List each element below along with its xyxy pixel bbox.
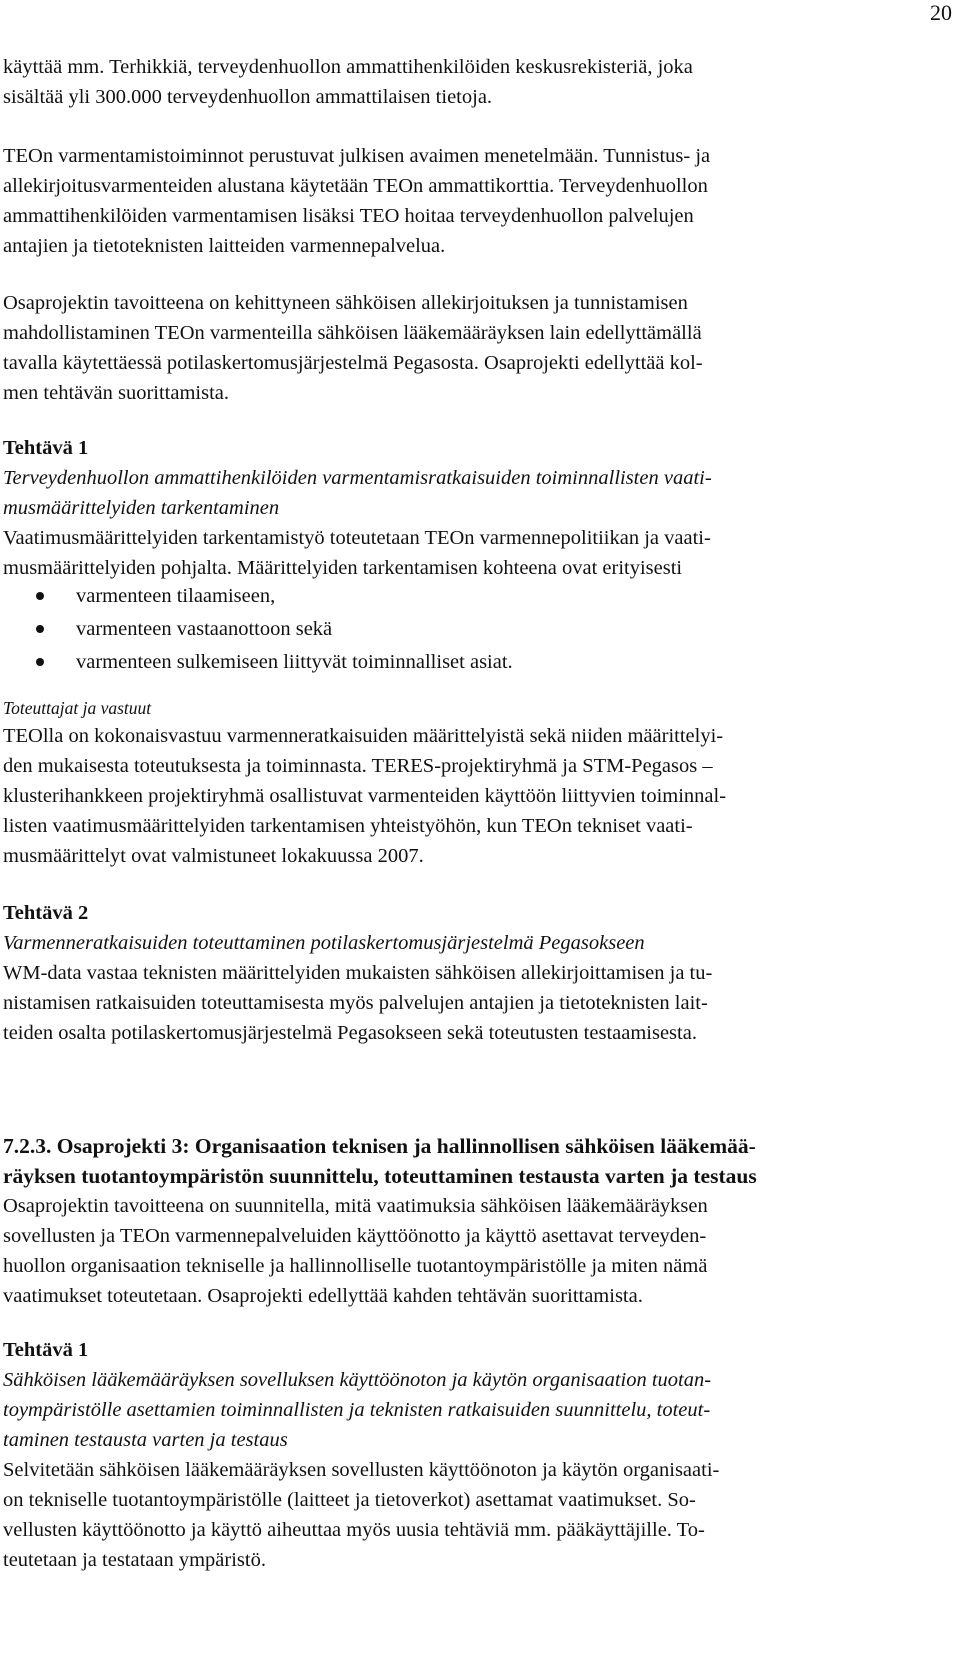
text-line: antajien ja tietoteknisten laitteiden varmennepalvelua. [3, 235, 446, 257]
text-line: Selvitetään sähköisen lääkemääräyksen sovellusten käyttöönoton ja käytön organisaati- [3, 1459, 720, 1481]
bullet-icon [36, 625, 44, 633]
subheading: Toteuttajat ja vastuut [3, 698, 152, 718]
task-3-section [3, 1335, 943, 1575]
task-heading: Tehtävä 1 [3, 437, 89, 459]
text-line: on tekniselle tuotantoympäristölle (laitteet ja tietoverkot) asettamat vaatimukset. So- [3, 1489, 696, 1511]
text-line: musmäärittelyt ovat valmistuneet lokakuussa 2007. [3, 845, 424, 867]
section-heading: räyksen tuotantoympäristön suunnittelu, toteuttaminen testausta varten ja testaus [3, 1164, 757, 1188]
text-line: men tehtävän suorittamista. [3, 382, 230, 404]
text-line: Osaprojektin tavoitteena on kehittyneen sähköisen allekirjoituksen ja tunnistamisen [3, 292, 688, 314]
task-1-section [3, 433, 943, 583]
list-item [3, 646, 943, 679]
text-line: WM-data vastaa teknisten määrittelyiden mukaisten sähköisen allekirjoittamisen ja tu- [3, 962, 713, 984]
task-heading: Tehtävä 2 [3, 902, 89, 924]
text-line: allekirjoitusvarmenteiden alustana käytetään TEOn ammattikorttia. Terveydenhuollon [3, 175, 708, 197]
text-line: sisältää yli 300.000 terveydenhuollon ammattilaisen tietoja. [3, 86, 493, 108]
text-line: musmäärittelyiden pohjalta. Määrittelyiden tarkentamisen kohteena ovat erityisesti [3, 557, 683, 579]
text-line: nistamisen ratkaisuiden toteuttamisesta myös palvelujen antajien ja tietoteknisten lait- [3, 992, 708, 1014]
text-line: sovellusten ja TEOn varmennepalveluiden käyttöönotto ja käyttö asettavat terveyden- [3, 1225, 707, 1247]
text-line: TEOlla on kokonaisvastuu varmenneratkaisuiden määrittelyistä sekä niiden määrittelyi- [3, 725, 724, 747]
task-title-line: taminen testausta varten ja testaus [3, 1429, 288, 1451]
paragraph-intro [3, 52, 943, 112]
bullet-list-wrap [3, 580, 943, 679]
bullet-list [3, 580, 943, 679]
task-title-line: musmäärittelyiden tarkentaminen [3, 497, 280, 519]
task-2-section [3, 898, 943, 1048]
text-line: teiden osalta potilaskertomusjärjestelmä Pegasokseen sekä toteutusten testaamisesta. [3, 1022, 697, 1044]
list-item-text: varmenteen sulkemiseen liittyvät toiminnalliset asiat. [76, 651, 513, 673]
text-line: mahdollistaminen TEOn varmenteilla sähköisen lääkemääräyksen lain edellyttämällä [3, 322, 702, 344]
text-line: tavalla käytettäessä potilaskertomusjärjestelmä Pegasosta. Osaprojekti edellyttää kol- [3, 352, 703, 374]
paragraph-teo [3, 141, 943, 261]
page-number: 20 [930, 0, 952, 25]
list-item-text: varmenteen vastaanottoon sekä [76, 618, 333, 640]
list-item [3, 580, 943, 613]
text-line: den mukaisesta toteutuksesta ja toiminnasta. TERES-projektiryhmä ja STM-Pegasos – [3, 755, 713, 777]
text-line: vaatimukset toteutetaan. Osaprojekti edellyttää kahden tehtävän suorittamista. [3, 1285, 643, 1307]
section-7-2-3 [3, 1131, 943, 1311]
task-heading: Tehtävä 1 [3, 1339, 89, 1361]
list-item [3, 613, 943, 646]
text-line: teutetaan ja testataan ympäristö. [3, 1549, 266, 1571]
text-line: klusterihankkeen projektiryhmä osallistuvat varmenteiden käyttöön liittyvien toiminnal- [3, 785, 727, 807]
section-heading: 7.2.3. Osaprojekti 3: Organisaation teknisen ja hallinnollisen sähköisen lääkemää- [3, 1134, 756, 1158]
text-line: Osaprojektin tavoitteena on suunnitella, mitä vaatimuksia sähköisen lääkemääräyksen [3, 1195, 708, 1217]
text-line: Vaatimusmäärittelyiden tarkentamistyö toteutetaan TEOn varmennepolitiikan ja vaati- [3, 527, 711, 549]
text-line: ammattihenkilöiden varmentamisen lisäksi TEO hoitaa terveydenhuollon palvelujen [3, 205, 694, 227]
paragraph-goal [3, 288, 943, 408]
text-line: TEOn varmentamistoiminnot perustuvat julkisen avaimen menetelmään. Tunnistus- ja [3, 145, 711, 167]
text-line: listen vaatimusmäärittelyiden tarkentamisen yhteistyöhön, kun TEOn tekniset vaati- [3, 815, 693, 837]
text-line: käyttää mm. Terhikkiä, terveydenhuollon ammattihenkilöiden keskusrekisteriä, joka [3, 56, 693, 78]
task-title-line: toympäristölle asettamien toiminnallisten ja teknisten ratkaisuiden suunnittelu, toteut- [3, 1399, 711, 1421]
bullet-icon [36, 592, 44, 600]
bullet-icon [36, 658, 44, 666]
task-title-line: Varmenneratkaisuiden toteuttaminen potilaskertomusjärjestelmä Pegasokseen [3, 932, 645, 954]
text-line: vellusten käyttöönotto ja käyttö aiheuttaa myös uusia tehtäviä mm. pääkäyttäjille. To- [3, 1519, 705, 1541]
task-title-line: Terveydenhuollon ammattihenkilöiden varmentamisratkaisuiden toiminnallisten vaati- [3, 467, 712, 489]
task-title-line: Sähköisen lääkemääräyksen sovelluksen käyttöönoton ja käytön organisaation tuotan- [3, 1369, 712, 1391]
list-item-text: varmenteen tilaamiseen, [76, 585, 276, 607]
text-line: huollon organisaation tekniselle ja hallinnolliselle tuotantoympäristölle ja miten nämä [3, 1255, 708, 1277]
responsibilities-section [3, 693, 943, 871]
